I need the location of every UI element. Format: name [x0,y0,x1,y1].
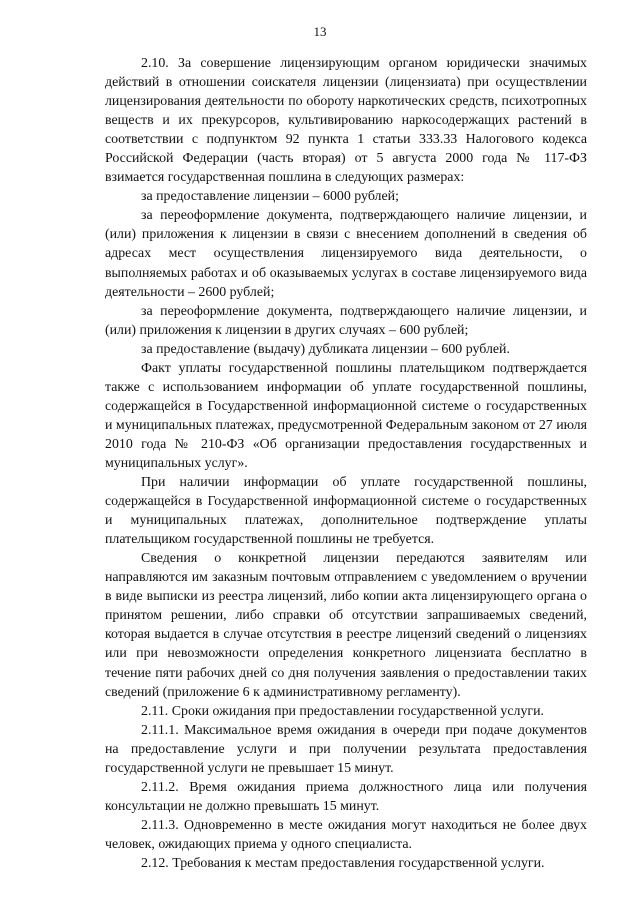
paragraph-2-11-2: 2.11.2. Время ожидания приема должностного лица или получения консультации не должно превышать 15 минут. [105,779,587,814]
paragraph-2-12: 2.12. Требования к местам предоставления государственной услуги. [141,855,545,871]
payment-info-available: При наличии информации об уплате государственной пошлины, содержащейся в Государственной информационной системе о государственных и муниципальных платежах, дополнительное подтверждение уплаты плательщиком государственной пошлины не требуется. [105,475,587,548]
paragraph-2-11-1: 2.11.1. Максимальное время ожидания в очереди при подаче документов на предоставление услуги и при получении результата предоставления государственной услуги не превышает 15 минут. [105,722,587,776]
fee-reissue-other: за переоформление документа, подтверждающего наличие лицензии, и (или) приложения к лицензии в других случаях – 600 рублей; [105,303,587,338]
license-info-transfer: Сведения о конкретной лицензии передаются заявителям или направляются им заказным почтовым отправлением с уведомлением о вручении в виде выписки из реестра лицензий, либо копии акта лицензирующего органа о принятом решении, либо справки об отсутствии запрашиваемых сведений, которая выдается в случае отсутствия в реестре лицензий сведений о лицензиях или при невозможности определения конкретного лицензиата бесплатно в течение пяти рабочих дней со дня получения заявления о предоставлении таких сведений (приложение 6 к административному регламенту). [105,551,587,700]
paragraph-2-11: 2.11. Сроки ожидания при предоставлении государственной услуги. [141,703,545,719]
payment-confirmation: Факт уплаты государственной пошлины плательщиком подтверждается также с использованием информации об уплате государственной пошлины, содержащейся в Государственной информационной системе о государственных и муниципальных платежах, предусмотренной Федеральным законом от 27 июля 2010 года № 210-ФЗ «Об организации предоставления государственных и муниципальных услуг». [105,360,587,471]
fee-reissue-additions: за переоформление документа, подтверждающего наличие лицензии, и (или) приложения к лицензии в связи с внесением дополнений в сведения об адресах мест осуществления лицензируемого вида деятельности, о выполняемых работах и об оказываемых услугах в составе лицензируемого вида деятельности – 2600 рублей; [105,208,587,300]
fee-duplicate: за предоставление (выдачу) дубликата лицензии – 600 рублей. [141,341,510,357]
page-number: 13 [313,24,327,39]
paragraph-2-10: 2.10. За совершение лицензирующим органом юридически значимых действий в отношении соискателя лицензии (лицензиата) при осуществлении лицензирования деятельности по обороту наркотических средств, психотропных веществ и их прекурсоров, культивированию наркосодержащих растений в соответствии с подпунктом 92 пункта 1 статьи 333.33 Налогового кодекса Российской Федерации (часть вторая) от 5 августа 2000 года № 117-ФЗ взимается государственная пошлина в следующих размерах: [105,56,587,186]
paragraph-2-11-3: 2.11.3. Одновременно в месте ожидания могут находиться не более двух человек, ожидающих приема у одного специалиста. [105,817,587,852]
fee-license-grant: за предоставление лицензии – 6000 рублей; [141,189,399,205]
document-body [105,54,587,873]
